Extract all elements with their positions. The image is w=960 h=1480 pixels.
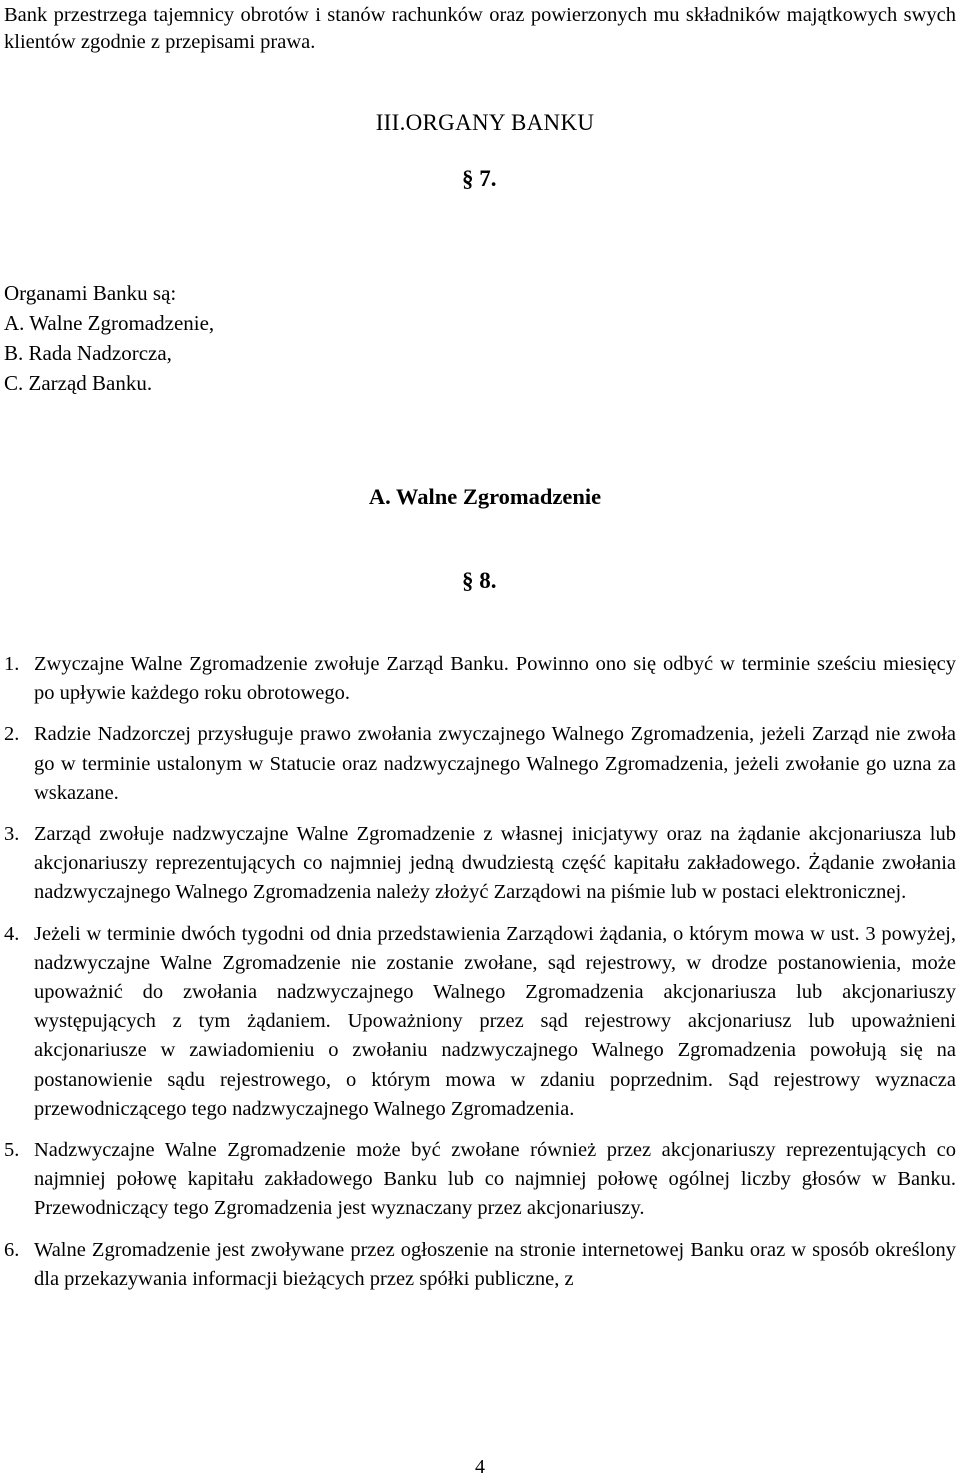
item-text: Jeżeli w terminie dwóch tygodni od dnia przedstawienia Zarządowi żądania, o którym mowa w ust. 3 powyżej, nadzwyczajne Walne Zgromadzenie nie zostanie zwołane, sąd rejestrowy, w drodze postanowienia, może upoważnić do zwołania nadzwyczajnego Walnego Zgromadzenia akcjonariusza lub akcjonariuszy występujących z tym żądaniem. Upoważniony przez sąd rejestrowy akcjonariusz lub upoważnieni akcjonariusze w zawiadomieniu o zwołaniu nadzwyczajnego Walnego Zgromadzenia powołują się na postanowienie sądu rejestrowego, o którym mowa w zdaniu poprzednim. Sąd rejestrowy wyznacza przewodniczącego tego nadzwyczajnego Walnego Zgromadzenia. (34, 922, 956, 1120)
item-text: Walne Zgromadzenie jest zwoływane przez ogłoszenie na stronie internetowej Banku oraz w sposób określony dla przekazywania informacji bieżących przez spółki publiczne, z (34, 1238, 956, 1290)
organ-item: A. Walne Zgromadzenie, (4, 311, 215, 335)
page-number: 4 (475, 1456, 485, 1478)
item-text: Zwyczajne Walne Zgromadzenie zwołuje Zarząd Banku. Powinno ono się odbyć w terminie sześciu miesięcy po upływie każdego roku obrotowego. (34, 653, 956, 705)
item-number: 3. (4, 823, 20, 846)
section-title: A. Walne Zgromadzenie (368, 484, 602, 509)
item-number: 4. (4, 922, 20, 945)
paragraph-8-heading: § 8. (462, 568, 497, 593)
organ-item: B. Rada Nadzorcza, (4, 341, 172, 365)
item-text: Radzie Nadzorczej przysługuje prawo zwołania zwyczajnego Walnego Zgromadzenia, jeżeli Zarząd nie zwoła go w terminie ustalonym w Statucie oraz nadzwyczajnego Walnego Zgromadzenia, jeżeli zwołanie go uzna za wskazane. (34, 723, 956, 804)
list-item (0, 650, 956, 708)
item-number: 5. (4, 1139, 20, 1162)
organs-list (4, 278, 214, 398)
list-item (0, 920, 956, 1124)
list-item (0, 1236, 956, 1294)
item-number: 6. (4, 1238, 20, 1261)
paragraph-7-heading: § 7. (462, 166, 497, 191)
item-number: 1. (4, 653, 20, 675)
item-text: Zarząd zwołuje nadzwyczajne Walne Zgromadzenie z własnej inicjatywy oraz na żądanie akcjonariusza lub akcjonariuszy reprezentujących co najmniej jedną dwudziestą część kapitału zakładowego. Żądanie zwołania nadzwyczajnego Walnego Zgromadzenia należy złożyć Zarządowi na piśmie lub w postaci elektronicznej. (34, 823, 956, 904)
points-list (0, 650, 956, 1306)
item-text: Nadzwyczajne Walne Zgromadzenie może być zwołane również przez akcjonariuszy reprezentujących co najmniej połowę kapitału zakładowego Banku lub co najmniej połowę ogólnej liczby głosów w Banku. Przewodniczący tego Zgromadzenia jest wyznaczany przez akcjonariuszy. (34, 1139, 956, 1220)
list-item (0, 820, 956, 908)
list-item (0, 1136, 956, 1224)
item-number: 2. (4, 723, 20, 746)
intro-paragraph: Bank przestrzega tajemnicy obrotów i stanów rachunków oraz powierzonych mu składników majątkowych swych klientów zgodnie z przepisami prawa. (4, 4, 956, 53)
chapter-title: III.ORGANY BANKU (375, 110, 595, 135)
list-item (0, 720, 956, 808)
organs-intro: Organami Banku są: (4, 281, 177, 305)
organ-item: C. Zarząd Banku. (4, 371, 153, 395)
